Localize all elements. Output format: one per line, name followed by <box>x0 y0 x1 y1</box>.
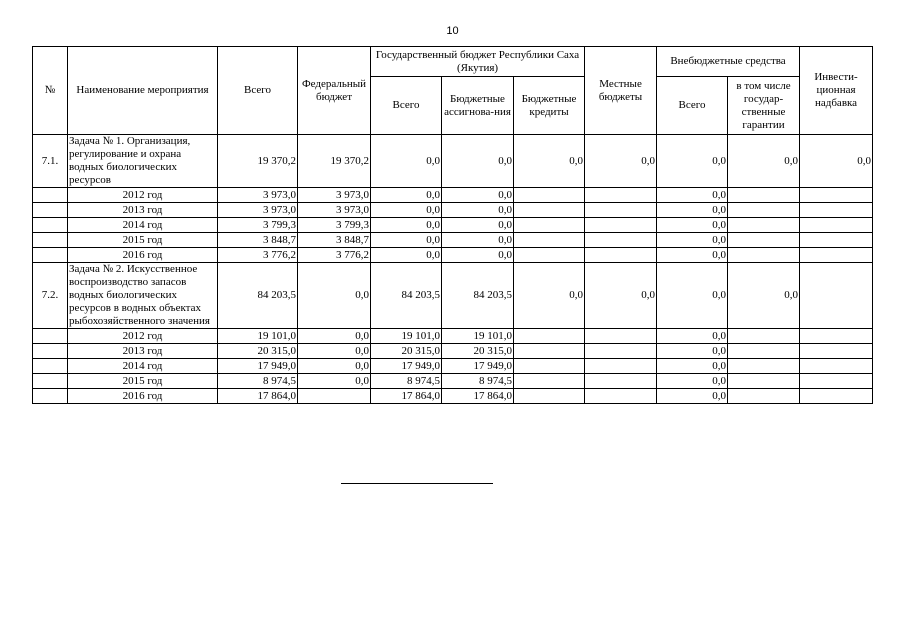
year-value-cell <box>800 248 873 263</box>
col-num-header: № <box>33 47 68 135</box>
year-value-cell: 0,0 <box>657 188 728 203</box>
year-value-cell: 8 974,5 <box>442 374 514 389</box>
year-value-cell: 17 949,0 <box>371 359 442 374</box>
year-value-cell <box>800 329 873 344</box>
task-value-cell: 84 203,5 <box>371 263 442 329</box>
year-label: 2014 год <box>68 359 218 374</box>
year-value-cell <box>514 218 585 233</box>
task-value-cell: 0,0 <box>514 263 585 329</box>
year-value-cell: 0,0 <box>298 329 371 344</box>
year-label: 2013 год <box>68 203 218 218</box>
year-value-cell <box>800 359 873 374</box>
year-value-cell <box>585 203 657 218</box>
table-body <box>33 135 873 404</box>
year-value-cell <box>585 344 657 359</box>
year-value-cell <box>514 188 585 203</box>
task-index: 7.1. <box>33 135 68 188</box>
year-value-cell: 17 864,0 <box>442 389 514 404</box>
year-label: 2012 год <box>68 188 218 203</box>
year-value-cell <box>514 359 585 374</box>
task-row <box>33 135 873 188</box>
year-empty-cell <box>33 389 68 404</box>
task-name: Задача № 1. Организация, регулирование и охрана водных биологических ресурсов <box>68 135 218 188</box>
year-value-cell <box>514 233 585 248</box>
year-label: 2015 год <box>68 233 218 248</box>
task-value-cell: 0,0 <box>442 135 514 188</box>
year-value-cell: 3 973,0 <box>298 203 371 218</box>
footer-divider <box>341 483 493 484</box>
year-value-cell <box>298 389 371 404</box>
year-value-cell <box>585 374 657 389</box>
year-value-cell <box>800 389 873 404</box>
year-value-cell <box>800 203 873 218</box>
year-value-cell <box>728 374 800 389</box>
year-value-cell: 8 974,5 <box>218 374 298 389</box>
year-value-cell: 3 848,7 <box>218 233 298 248</box>
year-value-cell: 0,0 <box>371 218 442 233</box>
year-value-cell: 20 315,0 <box>218 344 298 359</box>
year-empty-cell <box>33 188 68 203</box>
year-value-cell: 0,0 <box>442 218 514 233</box>
year-row <box>33 248 873 263</box>
task-value-cell: 0,0 <box>728 263 800 329</box>
year-value-cell <box>728 188 800 203</box>
year-value-cell: 0,0 <box>298 359 371 374</box>
year-value-cell <box>514 389 585 404</box>
year-empty-cell <box>33 374 68 389</box>
year-value-cell <box>800 188 873 203</box>
year-label: 2012 год <box>68 329 218 344</box>
year-value-cell <box>728 389 800 404</box>
year-value-cell <box>585 248 657 263</box>
year-value-cell: 3 973,0 <box>218 188 298 203</box>
task-value-cell: 0,0 <box>585 263 657 329</box>
task-value-cell: 0,0 <box>514 135 585 188</box>
year-value-cell: 0,0 <box>657 233 728 248</box>
year-value-cell: 17 949,0 <box>218 359 298 374</box>
year-value-cell: 3 776,2 <box>298 248 371 263</box>
year-value-cell: 0,0 <box>657 359 728 374</box>
col-federal-header: Федеральный бюджет <box>298 47 371 135</box>
task-value-cell: 0,0 <box>657 263 728 329</box>
task-value-cell <box>800 263 873 329</box>
year-value-cell: 0,0 <box>442 233 514 248</box>
year-value-cell: 17 864,0 <box>218 389 298 404</box>
year-value-cell: 0,0 <box>657 329 728 344</box>
year-row <box>33 188 873 203</box>
task-value-cell: 0,0 <box>371 135 442 188</box>
year-value-cell: 0,0 <box>657 218 728 233</box>
year-value-cell <box>728 329 800 344</box>
task-value-cell: 0,0 <box>585 135 657 188</box>
col-state-alloc-header: Бюджетные ассигнова-ния <box>442 77 514 135</box>
year-label: 2016 год <box>68 389 218 404</box>
year-label: 2015 год <box>68 374 218 389</box>
col-state-credits-header: Бюджетные кредиты <box>514 77 585 135</box>
year-row <box>33 233 873 248</box>
year-value-cell: 0,0 <box>657 344 728 359</box>
year-value-cell: 0,0 <box>657 374 728 389</box>
year-value-cell: 3 973,0 <box>298 188 371 203</box>
year-row <box>33 344 873 359</box>
year-value-cell <box>800 233 873 248</box>
page-number: 10 <box>446 25 459 37</box>
year-row <box>33 374 873 389</box>
year-value-cell: 0,0 <box>298 344 371 359</box>
year-value-cell: 3 848,7 <box>298 233 371 248</box>
task-value-cell: 0,0 <box>800 135 873 188</box>
col-name-header: Наименование мероприятия <box>68 47 218 135</box>
col-offbudget-guarantees-header: в том числе государ-ственные гарантии <box>728 77 800 135</box>
year-empty-cell <box>33 359 68 374</box>
col-local-header: Местные бюджеты <box>585 47 657 135</box>
year-value-cell <box>585 389 657 404</box>
task-value-cell: 84 203,5 <box>442 263 514 329</box>
year-value-cell: 0,0 <box>442 203 514 218</box>
year-value-cell <box>514 203 585 218</box>
year-value-cell <box>514 374 585 389</box>
col-offbudget-header: Внебюджетные средства <box>657 47 800 77</box>
year-value-cell: 0,0 <box>371 188 442 203</box>
task-value-cell: 0,0 <box>657 135 728 188</box>
task-value-cell: 19 370,2 <box>218 135 298 188</box>
year-value-cell: 3 799,3 <box>298 218 371 233</box>
col-state-total-header: Всего <box>371 77 442 135</box>
task-value-cell: 84 203,5 <box>218 263 298 329</box>
col-offbudget-total-header: Всего <box>657 77 728 135</box>
year-row <box>33 359 873 374</box>
year-value-cell <box>514 344 585 359</box>
year-value-cell: 17 949,0 <box>442 359 514 374</box>
year-value-cell <box>728 359 800 374</box>
year-value-cell: 0,0 <box>442 188 514 203</box>
year-value-cell <box>585 233 657 248</box>
col-total-header: Всего <box>218 47 298 135</box>
year-value-cell <box>800 218 873 233</box>
year-value-cell: 20 315,0 <box>371 344 442 359</box>
year-value-cell: 17 864,0 <box>371 389 442 404</box>
year-empty-cell <box>33 248 68 263</box>
year-value-cell: 0,0 <box>298 374 371 389</box>
year-value-cell <box>800 344 873 359</box>
year-value-cell: 0,0 <box>371 248 442 263</box>
year-value-cell <box>585 218 657 233</box>
year-value-cell: 8 974,5 <box>371 374 442 389</box>
col-state-budget-header: Государственный бюджет Республики Саха (Якутия) <box>371 47 585 77</box>
year-value-cell: 3 973,0 <box>218 203 298 218</box>
year-value-cell: 0,0 <box>657 389 728 404</box>
year-empty-cell <box>33 233 68 248</box>
year-value-cell: 0,0 <box>442 248 514 263</box>
year-value-cell: 3 776,2 <box>218 248 298 263</box>
year-label: 2016 год <box>68 248 218 263</box>
year-value-cell <box>585 359 657 374</box>
year-empty-cell <box>33 344 68 359</box>
year-value-cell <box>728 233 800 248</box>
year-value-cell <box>585 329 657 344</box>
year-value-cell: 0,0 <box>657 248 728 263</box>
year-value-cell: 3 799,3 <box>218 218 298 233</box>
year-value-cell <box>585 188 657 203</box>
year-label: 2014 год <box>68 218 218 233</box>
task-value-cell: 0,0 <box>298 263 371 329</box>
year-value-cell <box>728 344 800 359</box>
year-value-cell <box>728 248 800 263</box>
year-empty-cell <box>33 218 68 233</box>
year-empty-cell <box>33 329 68 344</box>
year-row <box>33 329 873 344</box>
year-value-cell: 19 101,0 <box>371 329 442 344</box>
year-value-cell: 19 101,0 <box>442 329 514 344</box>
col-invest-header: Инвести-ционная надбавка <box>800 47 873 135</box>
task-value-cell: 0,0 <box>728 135 800 188</box>
year-value-cell <box>514 329 585 344</box>
year-value-cell <box>728 218 800 233</box>
year-label: 2013 год <box>68 344 218 359</box>
year-row <box>33 203 873 218</box>
year-value-cell: 0,0 <box>371 233 442 248</box>
year-empty-cell <box>33 203 68 218</box>
year-value-cell: 0,0 <box>371 203 442 218</box>
year-value-cell <box>514 248 585 263</box>
task-row <box>33 263 873 329</box>
budget-table <box>32 46 873 404</box>
year-value-cell <box>800 374 873 389</box>
year-row <box>33 218 873 233</box>
year-row <box>33 389 873 404</box>
table-header <box>33 47 873 135</box>
task-value-cell: 19 370,2 <box>298 135 371 188</box>
year-value-cell: 19 101,0 <box>218 329 298 344</box>
task-name: Задача № 2. Искусственное воспроизводство запасов водных биологических ресурсов в водных объектах рыбохозяйственного значения <box>68 263 218 329</box>
year-value-cell: 20 315,0 <box>442 344 514 359</box>
task-index: 7.2. <box>33 263 68 329</box>
year-value-cell: 0,0 <box>657 203 728 218</box>
year-value-cell <box>728 203 800 218</box>
